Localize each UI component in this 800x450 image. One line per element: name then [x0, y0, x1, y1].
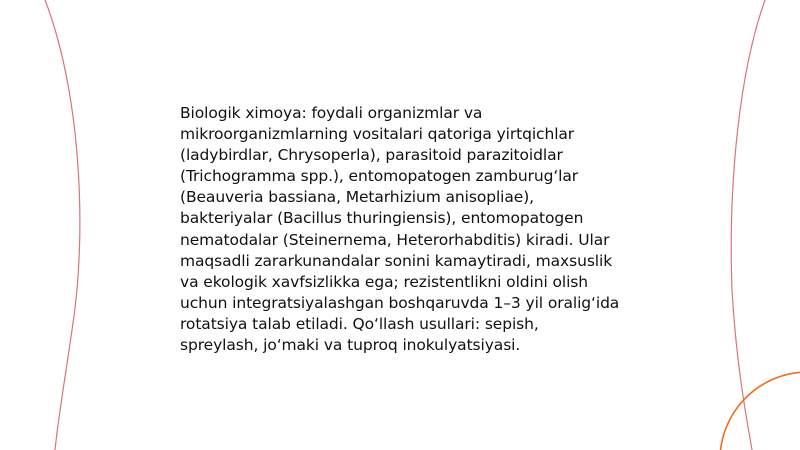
- body-text: Biologik ximoya: foydali organizmlar va mikroorganizmlarning vositalari qatoriga yirtqichlar (ladybirdlar, Chrysoperla), parasitoid parazitoidlar (Trichogramma spp.), entomopatogen zamburug‘lar (Beauveria bassiana, Metarhizium anisopliae), bakteriyalar (Bacillus thuringiensis), entomopatogen nematodalar (Steinernema, Heterorhabditis) kiradi. Ular maqsadli zararkunandalar sonini kamaytiradi, maxsuslik va ekologik xavfsizlikka ega; rezistentlikni oldini olish uchun integratsiyalashgan boshqaruvda 1–3 yil oralig‘ida rotatsiya talab etiladi. Qo‘llash usullari: sepish, spreylash, jo‘maki va tuproq inokulyatsiyasi.: [180, 104, 620, 355]
- left-curve-line: [45, 0, 80, 450]
- right-curve-line: [731, 0, 765, 450]
- orange-ring: [720, 372, 800, 450]
